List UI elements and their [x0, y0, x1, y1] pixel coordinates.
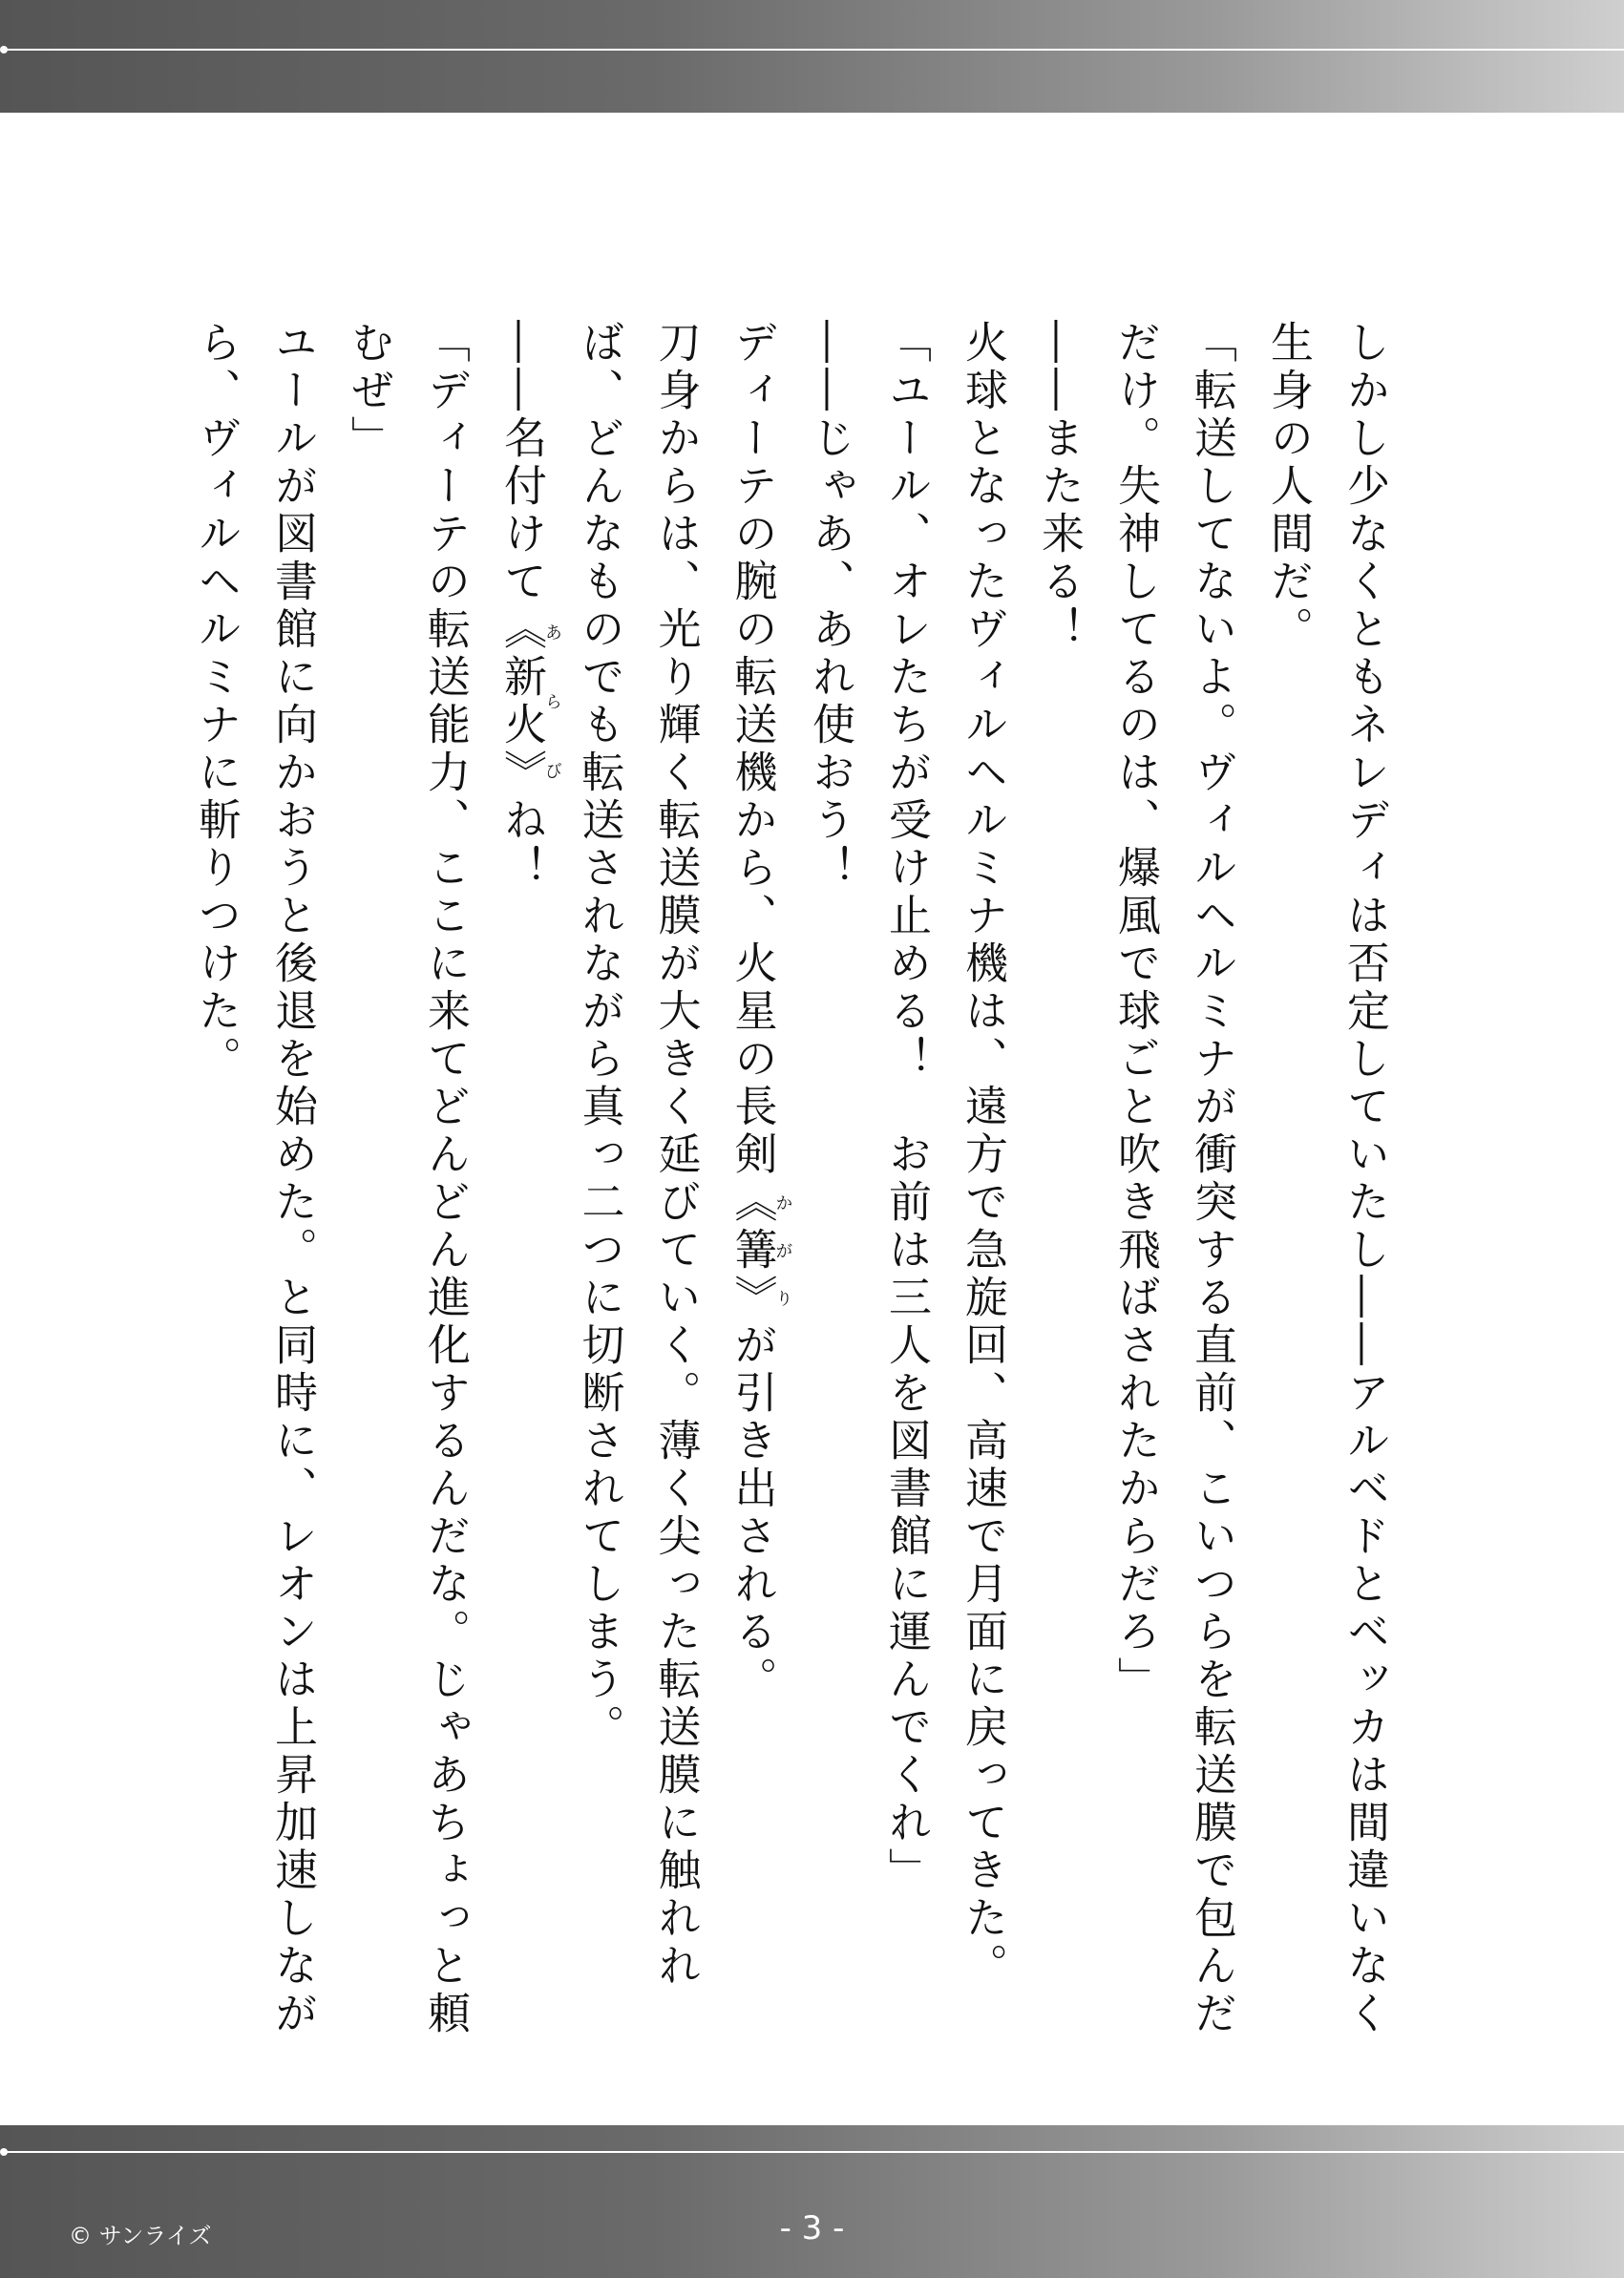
footer-band	[0, 2125, 1624, 2278]
paragraph-7-start: ディーテの腕の転送機から、火星の長剣	[727, 320, 778, 1179]
paragraph-2: 「転送してないよ。ヴィルヘルミナが衝突する直前、こいつらを転送膜で包んだだけ。失神してるのは、爆風で球ごと吹き飛ばされたからだろ」	[1110, 320, 1237, 2038]
paragraph-9-start: ――名付けて	[496, 320, 547, 606]
ruby-arabi	[496, 606, 562, 797]
paragraph-10: 「ディーテの転送能力、ここに来てどんどん進化するんだな。じゃあちょっと頼むぜ」	[344, 320, 471, 2038]
ruby-kagari	[727, 1179, 793, 1322]
paragraph-1: しかし少なくともネレディは否定していたし――アルベドとベッカは間違いなく生身の人間だ。	[1263, 320, 1390, 2038]
header-rule-dot	[0, 46, 8, 53]
paragraph-7	[714, 320, 792, 2057]
paragraph-8: 刀身からは、光り輝く転送膜が大きく延びていく。薄く尖った転送膜に触れれば、どんなものでも転送されながら真っ二つに切断されてしまう。	[574, 320, 702, 1991]
ruby-kagari-base: 《篝》	[727, 1179, 778, 1322]
ruby-arabi-base: 《新火》	[496, 606, 547, 797]
ruby-arabi-reading: あらび	[542, 606, 562, 797]
paragraph-4: 火球となったヴィルヘルミナ機は、遠方で急旋回、高速で月面に戻ってきた。	[958, 320, 1008, 1991]
footer-rule	[6, 2151, 1624, 2153]
header-band	[0, 0, 1624, 113]
header-rule	[6, 49, 1624, 51]
paragraph-9	[483, 320, 561, 2057]
paragraph-9-end: ね！	[496, 797, 547, 893]
ruby-kagari-reading: かがり	[772, 1179, 793, 1322]
paragraph-5: 「ユール、オレたちが受け止める！ お前は三人を図書館に運んでくれ」	[881, 320, 932, 1895]
paragraph-6: ――じゃあ、あれ使おう！	[805, 320, 855, 893]
footer-rule-dot	[0, 2148, 8, 2156]
page-number: - 3 -	[779, 2209, 845, 2247]
paragraph-7-end: が引き出される。	[727, 1322, 778, 1704]
paragraph-11: ユールが図書館に向かおうと後退を始めた。と同時に、レオンは上昇加速しながら、ヴィルヘルミナに斬りつけた。	[191, 320, 318, 2038]
body-text	[191, 320, 1403, 2057]
paragraph-3: ――また来る！	[1034, 320, 1085, 654]
copyright-text: © サンライズ	[69, 2223, 212, 2249]
